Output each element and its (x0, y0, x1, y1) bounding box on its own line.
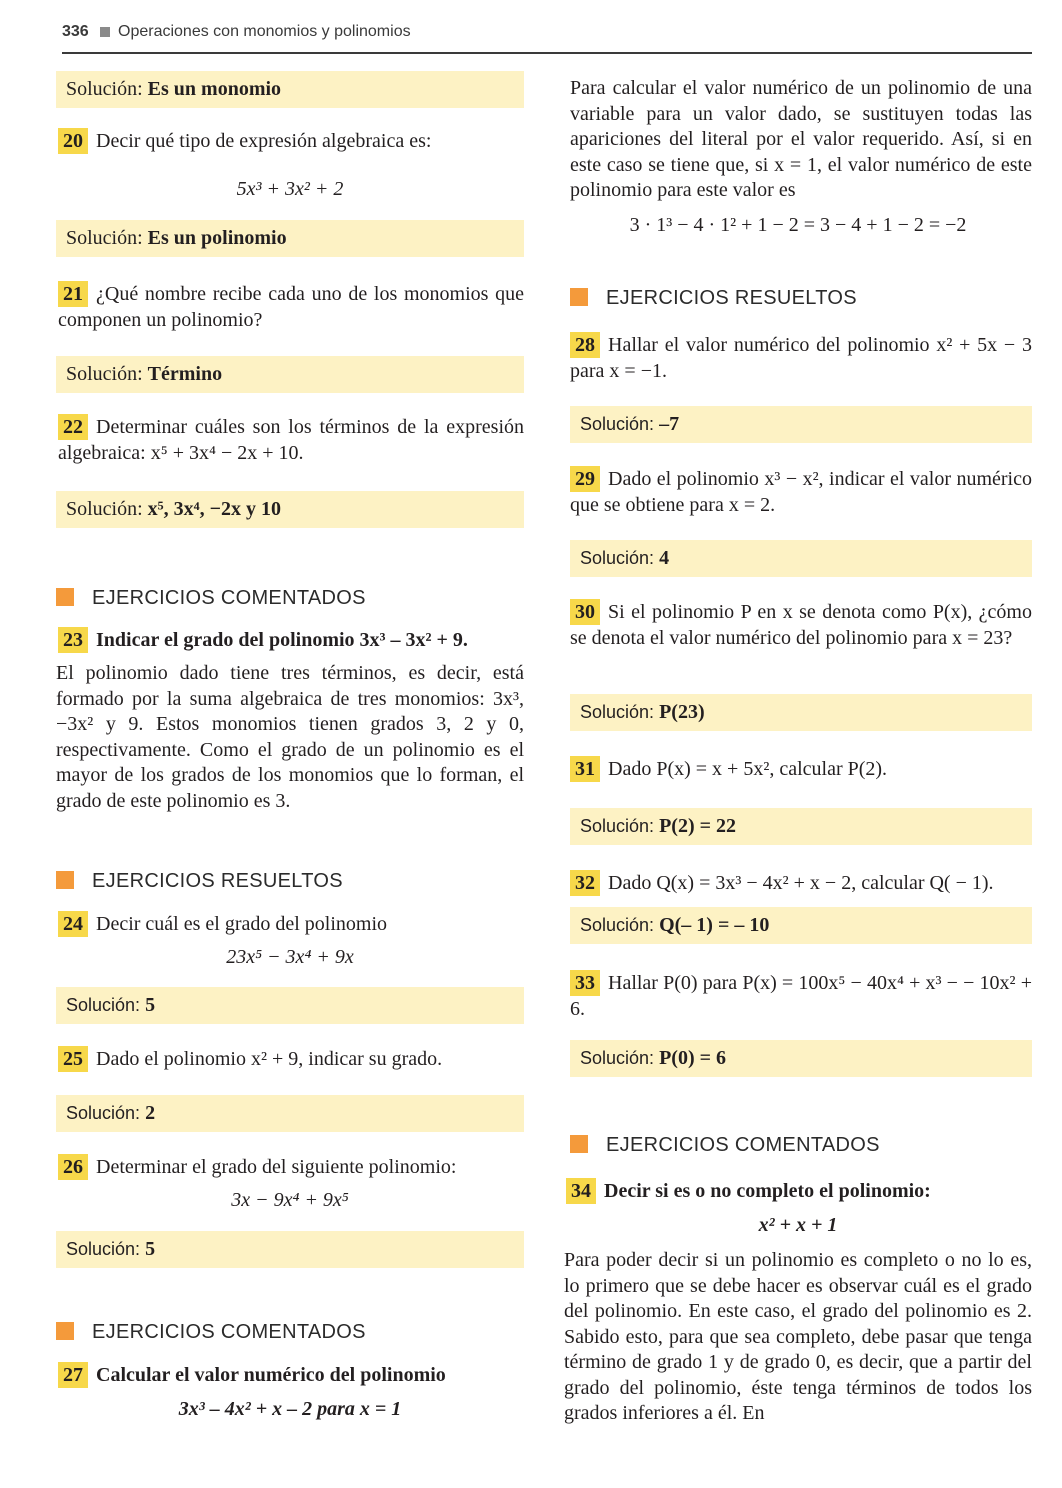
solution-box: Solución: 2 (56, 1095, 524, 1132)
exercise-30: 30 Si el polinomio P en x se denota como P(x), ¿cómo se denota el valor numérico del polinomio para x = 23? (570, 601, 1032, 649)
exercise-33: 33 Hallar P(0) para P(x) = 100x⁵ − 40x⁴ + x³ − − 10x² + 6. (570, 972, 1032, 1020)
formula: x² + x + 1 (758, 1214, 838, 1236)
solution-box: Solución: P(2) = 22 (570, 808, 1032, 845)
exercise-number: 26 (58, 1154, 88, 1180)
solution-box: Solución: 5 (56, 987, 524, 1024)
page-header (62, 18, 1032, 54)
exercise-27: 27 Calcular el valor numérico del polinomio (58, 1362, 524, 1388)
solution-box: Solución: Es un polinomio (56, 220, 524, 257)
page-number: 336 (62, 23, 89, 40)
exercise-24: 24 Decir cuál es el grado del polinomio (58, 911, 524, 937)
exercise-number: 33 (570, 970, 600, 996)
exercise-number: 34 (566, 1178, 596, 1204)
exercise-number: 25 (58, 1046, 88, 1072)
formula: 23x⁵ − 3x⁴ + 9x (226, 946, 354, 968)
exercise-number: 22 (58, 414, 88, 440)
section-heading: EJERCICIOS COMENTADOS (570, 1132, 1032, 1162)
solution-box: Solución: x⁵, 3x⁴, −2x y 10 (56, 491, 524, 528)
solution-box: Solución: P(0) = 6 (570, 1040, 1032, 1077)
exercise-23: 23 Indicar el grado del polinomio 3x³ – 3x² + 9. (58, 627, 524, 653)
exercise-28: 28 Hallar el valor numérico del polinomio x² + 5x − 3 para x = −1. (570, 334, 1032, 382)
solution-box: Solución: 5 (56, 1231, 524, 1268)
formula: 3x − 9x⁴ + 9x⁵ (231, 1189, 349, 1211)
section-heading: EJERCICIOS RESUELTOS (56, 868, 524, 898)
formula: 3 · 1³ − 4 · 1² + 1 − 2 = 3 − 4 + 1 − 2 = −2 (629, 214, 967, 236)
exercise-26: 26 Determinar el grado del siguiente polinomio: (58, 1154, 524, 1180)
orange-square-icon (570, 1135, 588, 1153)
exercise-number: 20 (58, 128, 88, 154)
exercise-number: 30 (570, 599, 600, 625)
exercise-number: 24 (58, 911, 88, 937)
orange-square-icon (570, 288, 588, 306)
formula: 3x³ – 4x² + x – 2 para x = 1 (178, 1398, 402, 1420)
solution-box: Solución: Q(– 1) = – 10 (570, 907, 1032, 944)
formula: 5x³ + 3x² + 2 (236, 178, 344, 200)
exercise-number: 23 (58, 627, 88, 653)
exercise-number: 32 (570, 870, 600, 896)
solution-box: Solución: –7 (570, 406, 1032, 443)
exercise-number: 28 (570, 332, 600, 358)
exercise-25: 25 Dado el polinomio x² + 9, indicar su grado. (58, 1046, 524, 1072)
solution-box: Solución: Es un monomio (56, 71, 524, 108)
exercise-22: 22 Determinar cuáles son los términos de la expresión algebraica: x⁵ + 3x⁴ − 2x + 10. (58, 416, 524, 464)
orange-square-icon (56, 588, 74, 606)
header-square-icon (100, 27, 110, 37)
exercise-number: 29 (570, 466, 600, 492)
section-heading: EJERCICIOS COMENTADOS (56, 1319, 524, 1349)
header-title: Operaciones con monomios y polinomios (118, 23, 411, 40)
section-heading: EJERCICIOS RESUELTOS (570, 285, 1032, 315)
exercise-number: 31 (570, 756, 600, 782)
exercise-29: 29 Dado el polinomio x³ − x², indicar el valor numérico que se obtiene para x = 2. (570, 468, 1032, 516)
exercise-32: 32 Dado Q(x) = 3x³ − 4x² + x − 2, calcular Q( − 1). (570, 870, 1032, 896)
solution-box: Solución: 4 (570, 540, 1032, 577)
orange-square-icon (56, 1322, 74, 1340)
exercise-31: 31 Dado P(x) = x + 5x², calcular P(2). (570, 756, 1032, 782)
section-heading: EJERCICIOS COMENTADOS (56, 585, 524, 615)
exercise-number: 21 (58, 281, 88, 307)
exercise-number: 27 (58, 1362, 88, 1388)
solution-box: Solución: Término (56, 356, 524, 393)
explanation-paragraph: Para poder decir si un polinomio es completo o no lo es, lo primero que se debe hacer es observar cuál es el grado del polinomio. En este caso, el grado del polinomio es 2. Sabido esto, para que sea completo, debe pasar que tenga término de grado 1 y de grado 0, es decir, que a partir del grado del polinomio, éste tenga términos de todos los grados inferiores a él. En (564, 1249, 1032, 1424)
explanation-paragraph: El polinomio dado tiene tres términos, es decir, está formado por la suma algebraica de tres monomios: 3x³, −3x² y 9. Estos monomios tienen grados 3, 2 y 0, respectivamente. Como el grado de un polinomio es el mayor de los grados de los monomios que lo forman, el grado de este polinomio es 3. (56, 662, 524, 812)
exercise-34: 34 Decir si es o no completo el polinomio: (566, 1178, 1032, 1204)
explanation-paragraph: Para calcular el valor numérico de un polinomio de una variable para un valor dado, se sustituyen todas las apariciones del literal por el valor requerido. Así, si en este caso se tiene que, si x = 1, el valor numérico de este polinomio para este valor es (570, 77, 1032, 201)
orange-square-icon (56, 871, 74, 889)
exercise-20: 20 Decir qué tipo de expresión algebraica es: (58, 128, 524, 154)
solution-box: Solución: P(23) (570, 694, 1032, 731)
exercise-21: 21 ¿Qué nombre recibe cada uno de los monomios que componen un polinomio? (58, 283, 524, 331)
